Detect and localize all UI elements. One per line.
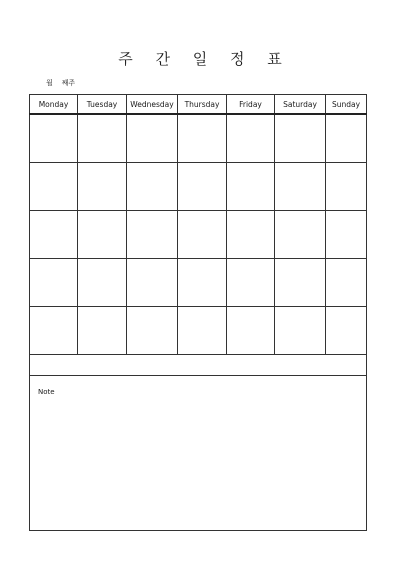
day-header-thursday: Thursday xyxy=(178,95,227,115)
day-header-row xyxy=(30,95,367,115)
schedule-cell[interactable] xyxy=(30,163,78,211)
schedule-cell[interactable] xyxy=(178,163,227,211)
schedule-row xyxy=(30,259,367,307)
schedule-cell[interactable] xyxy=(275,259,326,307)
note-row xyxy=(30,376,367,531)
schedule-cell[interactable] xyxy=(326,307,367,355)
spacer-row xyxy=(30,355,367,376)
schedule-row xyxy=(30,114,367,163)
schedule-cell[interactable] xyxy=(227,114,275,163)
schedule-cell[interactable] xyxy=(30,211,78,259)
schedule-cell[interactable] xyxy=(326,211,367,259)
page-title: 주 간 일 정 표 xyxy=(118,50,291,68)
spacer-cell[interactable] xyxy=(30,355,367,376)
schedule-cell[interactable] xyxy=(127,307,178,355)
schedule-cell[interactable] xyxy=(78,114,127,163)
schedule-cell[interactable] xyxy=(78,163,127,211)
day-header-sunday: Sunday xyxy=(326,95,367,115)
schedule-cell[interactable] xyxy=(178,259,227,307)
schedule-cell[interactable] xyxy=(178,211,227,259)
month-week-label: 월 째주 xyxy=(46,79,76,87)
schedule-cell[interactable] xyxy=(178,114,227,163)
schedule-cell[interactable] xyxy=(275,307,326,355)
schedule-cell[interactable] xyxy=(127,114,178,163)
schedule-row xyxy=(30,163,367,211)
note-label: Note xyxy=(38,388,55,396)
schedule-cell[interactable] xyxy=(227,211,275,259)
day-header-wednesday: Wednesday xyxy=(127,95,178,115)
day-header-monday: Monday xyxy=(30,95,78,115)
weekly-schedule-table xyxy=(29,94,367,531)
schedule-row xyxy=(30,211,367,259)
schedule-cell[interactable] xyxy=(30,114,78,163)
schedule-cell[interactable] xyxy=(326,259,367,307)
day-header-saturday: Saturday xyxy=(275,95,326,115)
schedule-cell[interactable] xyxy=(127,259,178,307)
schedule-cell[interactable] xyxy=(275,114,326,163)
schedule-cell[interactable] xyxy=(326,163,367,211)
schedule-cell[interactable] xyxy=(78,307,127,355)
schedule-cell[interactable] xyxy=(227,259,275,307)
day-header-tuesday: Tuesday xyxy=(78,95,127,115)
schedule-cell[interactable] xyxy=(227,163,275,211)
schedule-cell[interactable] xyxy=(227,307,275,355)
schedule-row xyxy=(30,307,367,355)
schedule-cell[interactable] xyxy=(178,307,227,355)
schedule-cell[interactable] xyxy=(127,211,178,259)
schedule-cell[interactable] xyxy=(127,163,178,211)
day-header-friday: Friday xyxy=(227,95,275,115)
schedule-cell[interactable] xyxy=(326,114,367,163)
schedule-cell[interactable] xyxy=(275,211,326,259)
schedule-cell[interactable] xyxy=(30,307,78,355)
schedule-cell[interactable] xyxy=(30,259,78,307)
schedule-cell[interactable] xyxy=(78,259,127,307)
schedule-cell[interactable] xyxy=(78,211,127,259)
schedule-cell[interactable] xyxy=(275,163,326,211)
note-area[interactable] xyxy=(30,376,367,531)
